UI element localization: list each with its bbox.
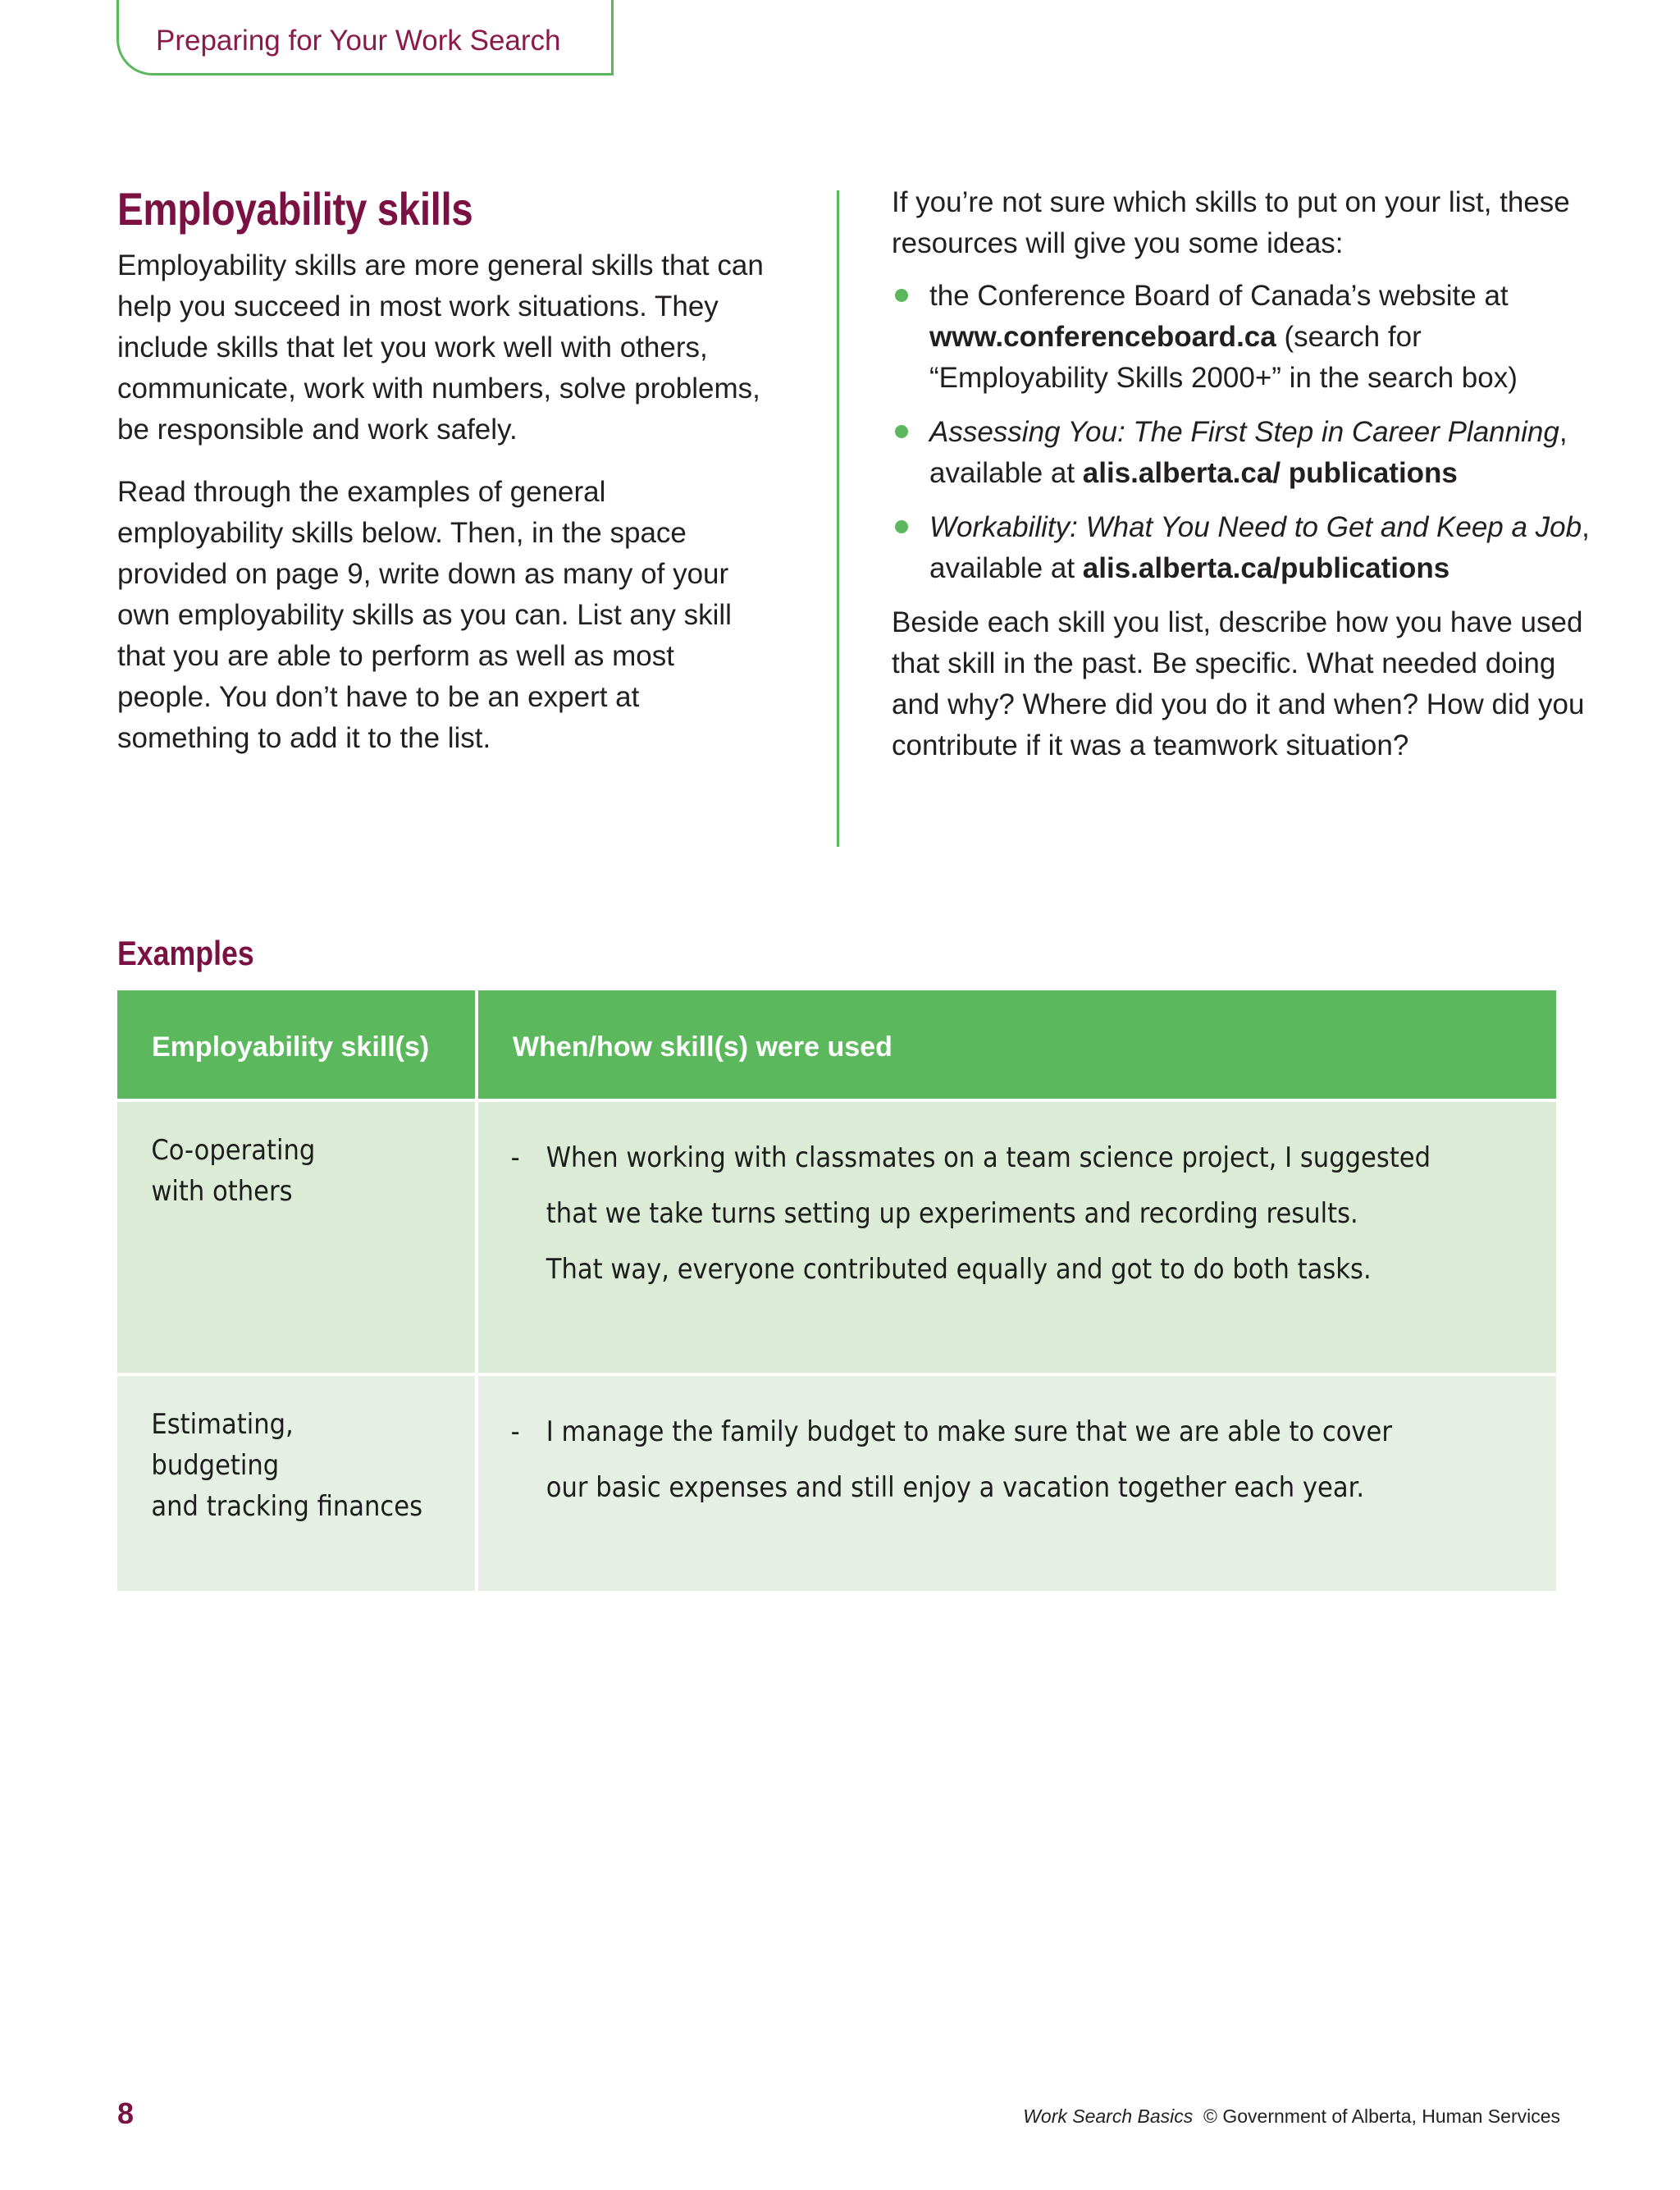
resources-intro: If you’re not sure which skills to put on your list, these resources will give you some ideas: [892, 186, 1570, 259]
table-row [117, 1373, 1556, 1591]
skill-cell [117, 1102, 475, 1373]
bullet-icon [895, 289, 908, 302]
resource-text: , available at [929, 511, 1590, 584]
column-header-skill: Employability skill(s) [117, 990, 475, 1099]
footer-credit [1023, 2105, 1560, 2128]
instructions-paragraph: Read through the examples of general employability skills below. Then, in the space provided on page 9, write down as many of your own employability skills as you can. List any skill that you are able to perform as well as most people. You don’t have to be an expert at something to add it to the list. [117, 476, 732, 754]
usage-line: When working with classmates on a team science project, I suggested [546, 1141, 1431, 1174]
closing-paragraph: Beside each skill you list, describe how you have used that skill in the past. Be specific. What needed doing and why? Where did you do it and when? How did you contribute if it was a teamwork situation? [892, 606, 1585, 761]
table-header [117, 990, 1556, 1099]
resource-link[interactable]: www.conferenceboard.ca [929, 321, 1276, 353]
publication-title: Work Search Basics [1023, 2105, 1194, 2127]
table-row [117, 1099, 1556, 1373]
skill-line: with others [151, 1175, 293, 1208]
resource-title: Workability: What You Need to Get and Keep a Job [929, 511, 1582, 543]
section-label: Preparing for Your Work Search [156, 25, 561, 57]
examples-heading: Examples [117, 934, 254, 972]
usage-line: that we take turns setting up experiments and recording results. [546, 1197, 1358, 1230]
usage-line: That way, everyone contributed equally and got to do both tasks. [546, 1253, 1372, 1286]
usage-line: our basic expenses and still enjoy a vacation together each year. [546, 1471, 1365, 1504]
column-header-usage: When/how skill(s) were used [475, 990, 1556, 1099]
dash-marker: - [510, 1415, 520, 1448]
resource-title: Assessing You: The First Step in Career Planning [929, 416, 1559, 448]
usage-cell [475, 1376, 1556, 1591]
usage-line: I manage the family budget to make sure that we are able to cover [546, 1415, 1392, 1448]
resource-item [892, 507, 1597, 589]
resource-link[interactable]: alis.alberta.ca/publications [1082, 552, 1450, 584]
column-divider [837, 190, 839, 847]
skill-line: and tracking finances [151, 1490, 423, 1523]
dash-marker: - [510, 1141, 520, 1174]
bullet-icon [895, 520, 908, 533]
resources-list [892, 276, 1597, 589]
skill-line: Estimating, [151, 1408, 294, 1441]
resource-item [892, 276, 1597, 399]
skill-line: Co-operating [151, 1134, 316, 1167]
page-number: 8 [117, 2096, 135, 2130]
skill-cell [117, 1376, 475, 1591]
intro-paragraph: Employability skills are more general skills that can help you succeed in most work situations. They include skills that let you work well with others, communicate, work with numbers, solve problems, be responsible and work safely. [117, 249, 764, 446]
resource-text: the Conference Board of Canada’s website at [929, 280, 1509, 312]
resource-text: (search for “Employability Skills 2000+” in the search box) [929, 321, 1518, 394]
skill-line: budgeting [151, 1449, 280, 1482]
right-column [892, 182, 1597, 788]
resource-link[interactable]: alis.alberta.ca/ publications [1082, 457, 1458, 489]
usage-cell [475, 1102, 1556, 1373]
bullet-icon [895, 425, 908, 438]
copyright-text: © Government of Alberta, Human Services [1203, 2105, 1560, 2127]
resource-text: , available at [929, 416, 1568, 489]
resource-item [892, 412, 1597, 494]
examples-table [117, 990, 1556, 1591]
left-column [117, 182, 774, 780]
page-title: Employability skills [117, 183, 473, 235]
